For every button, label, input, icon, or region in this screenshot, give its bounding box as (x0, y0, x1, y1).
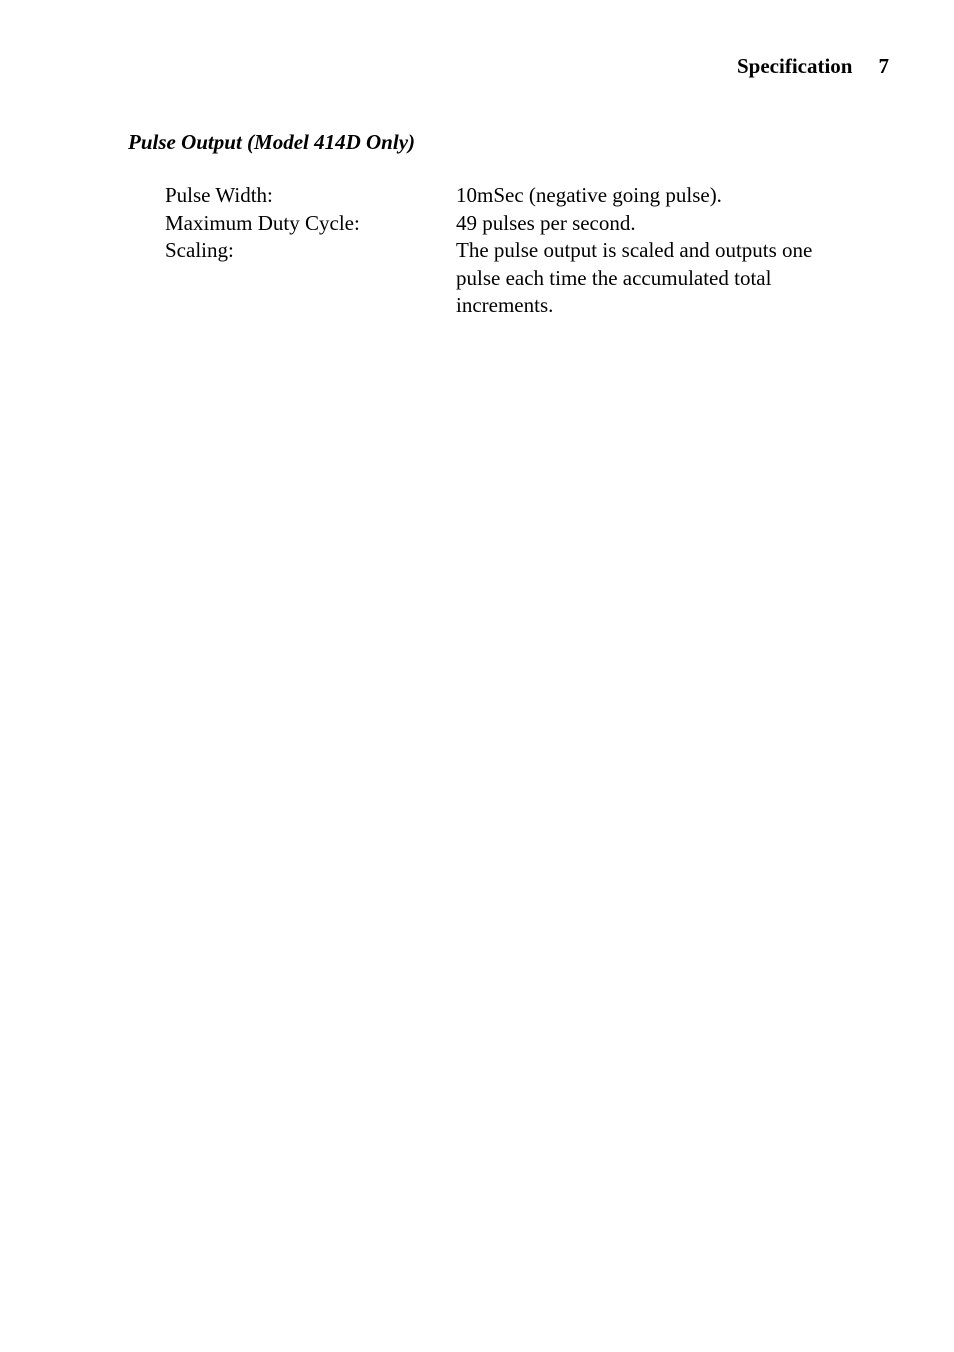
spec-row-pulse-width (165, 182, 865, 210)
spec-label: Scaling: (165, 238, 234, 262)
spec-row-scaling (165, 237, 865, 320)
spec-row-maximum-duty-cycle (165, 210, 865, 238)
header-section-title: Specification (737, 54, 853, 78)
spec-value: 49 pulses per second. (456, 210, 636, 235)
spec-label: Pulse Width: (165, 183, 273, 207)
spec-label: Maximum Duty Cycle: (165, 210, 360, 235)
running-header (737, 52, 889, 80)
spec-value: The pulse output is scaled and outputs one pulse each time the accumulated total increments. (456, 238, 813, 317)
spec-table (165, 182, 865, 320)
section-heading: Pulse Output (Model 414D Only) (128, 130, 416, 154)
spec-value: 10mSec (negative going pulse). (456, 183, 722, 207)
page-number: 7 (878, 54, 889, 78)
